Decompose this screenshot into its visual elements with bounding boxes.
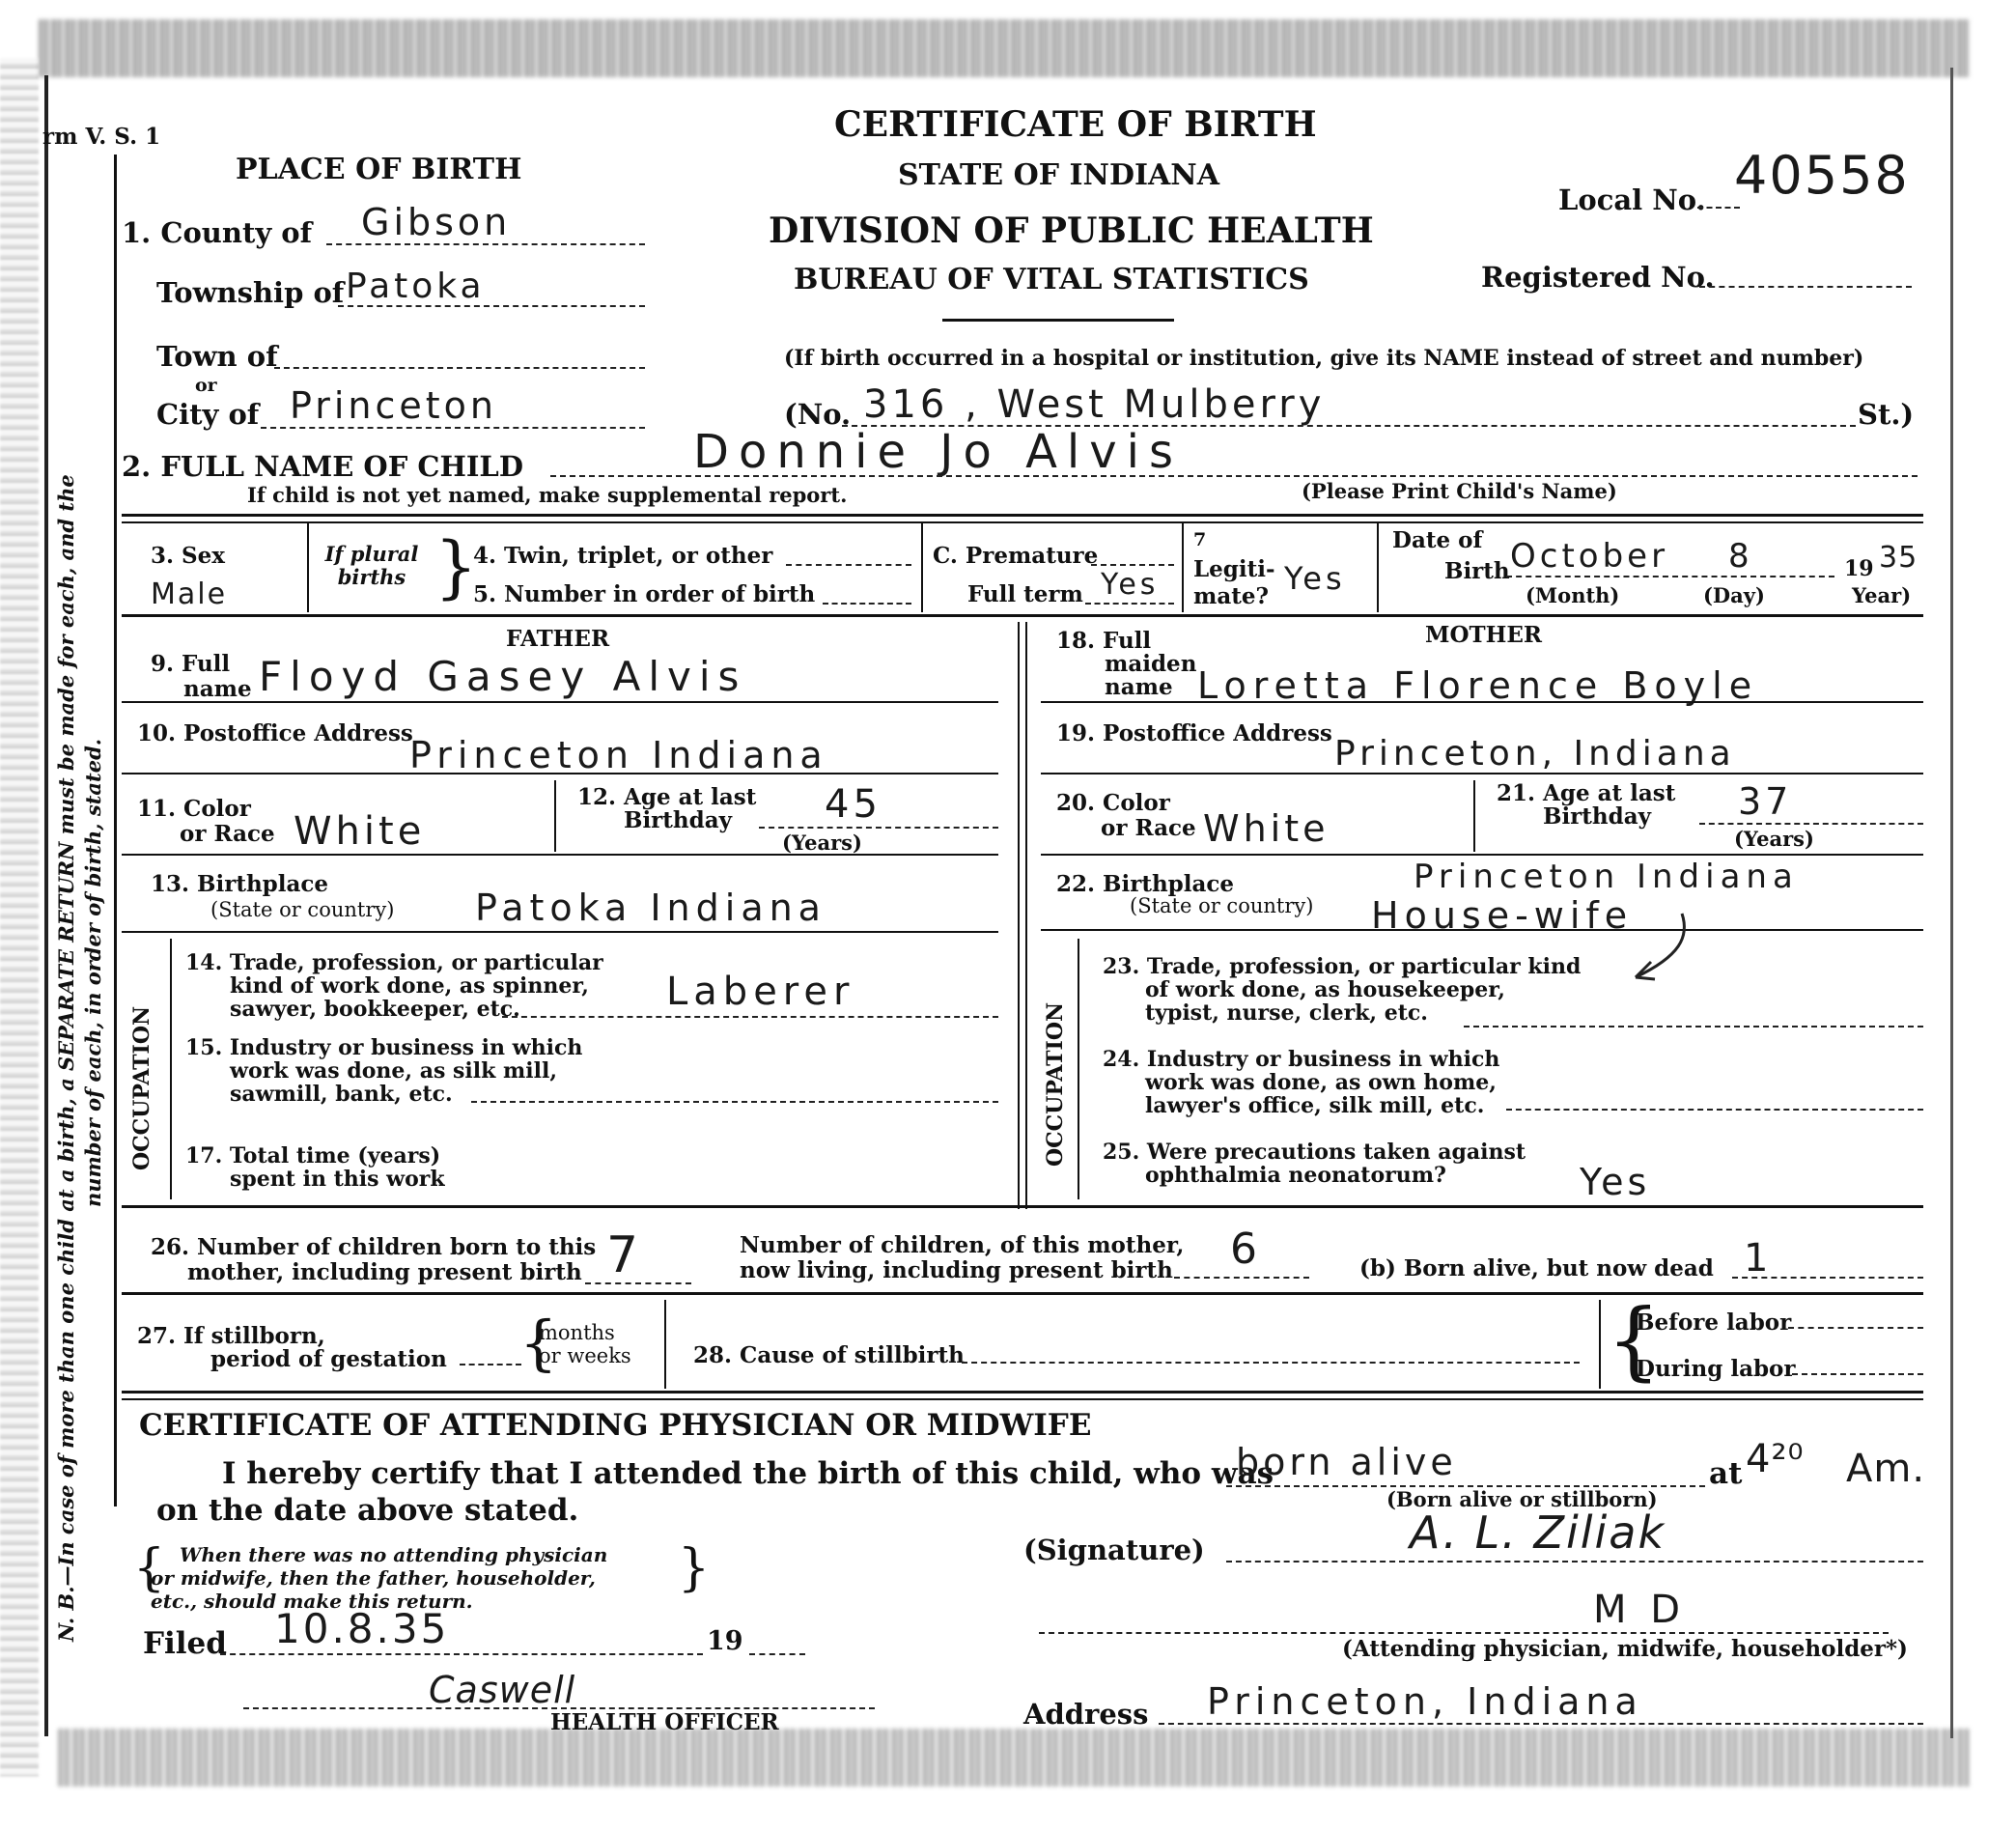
mother-color-label-1: 20. Color: [1056, 790, 1170, 816]
print-note: (Please Print Child's Name): [1302, 479, 1617, 503]
township-label: Township of: [156, 276, 345, 309]
before-labor-line: [1788, 1327, 1923, 1329]
legit-number: 7: [1193, 529, 1207, 550]
father-birthplace-rule: [122, 931, 998, 933]
address-value: Princeton, Indiana: [1207, 1680, 1643, 1723]
children-living-label-2: now living, including present birth: [740, 1257, 1173, 1283]
arrow-annotation-icon: [1622, 908, 1699, 985]
city-value: Princeton: [290, 384, 498, 427]
mother-full-label-1: 18. Full: [1056, 628, 1152, 654]
physician-note-1: When there was no attending physician: [180, 1543, 608, 1566]
father-age-line: [759, 827, 998, 829]
during-labor-line: [1792, 1373, 1923, 1375]
father-age-label-2: Birthday: [624, 807, 732, 833]
certificate-at-label: at: [1709, 1456, 1743, 1491]
father-age-label-1: 12. Age at last: [577, 784, 757, 810]
stillborn-gestation-line: [460, 1364, 521, 1365]
place-of-birth-heading: PLACE OF BIRTH: [236, 153, 522, 186]
supplemental-note: If child is not yet named, make supplemental report.: [247, 483, 848, 507]
mother-birthplace-value: Princeton Indiana: [1414, 858, 1799, 896]
fullterm-label: Full term: [967, 581, 1083, 607]
mother-address-label: 19. Postoffice Address: [1056, 720, 1332, 746]
local-no-line: [1697, 207, 1740, 209]
plural-label: If plural births: [324, 542, 419, 589]
mother-years-caption: (Years): [1734, 827, 1814, 851]
father-occupation-divider: [170, 939, 172, 1199]
township-value: Patoka: [346, 267, 486, 306]
rule-after-name-2: [122, 521, 1923, 523]
premature-line: [1091, 564, 1174, 566]
mother-occupation-divider: [1078, 939, 1079, 1199]
mother-trade-label-3: typist, nurse, clerk, etc.: [1145, 1000, 1428, 1026]
address-label: Address: [1023, 1698, 1149, 1731]
sex-divider: [307, 523, 309, 612]
date-year: 35: [1879, 541, 1918, 575]
father-address-label: 10. Postoffice Address: [137, 720, 413, 746]
city-label: City of: [156, 398, 260, 431]
stillborn-divider: [664, 1300, 666, 1389]
address-line: [1159, 1723, 1923, 1725]
state-heading: STATE OF INDIANA: [898, 158, 1219, 192]
scan-shadow-bottom: [58, 1729, 1970, 1787]
health-officer-label: HEALTH OFFICER: [550, 1709, 779, 1735]
signature-line: [1226, 1561, 1923, 1563]
stillborn-label-1: 27. If stillborn,: [137, 1323, 325, 1349]
mother-name-rule: [1041, 701, 1923, 703]
father-industry-label-2: work was done, as silk mill,: [230, 1058, 558, 1084]
mother-age-value: 37: [1738, 780, 1793, 823]
rule-after-stillbirth-2: [122, 1398, 1923, 1400]
father-time-label-2: spent in this work: [230, 1167, 445, 1192]
children-living-line: [1174, 1277, 1309, 1279]
mother-birthplace-sub: (State or country): [1130, 894, 1314, 917]
father-color-label-2: or Race: [180, 821, 275, 847]
hospital-note: (If birth occurred in a hospital or institution, give its NAME instead of street and number): [784, 346, 1864, 371]
plural-brace: }: [434, 527, 478, 606]
stillbirth-cause-label: 28. Cause of stillbirth: [693, 1342, 965, 1368]
certificate-born-value: born alive: [1236, 1441, 1457, 1483]
stillbirth-cause-line: [962, 1362, 1580, 1364]
note-brace-left: {: [133, 1539, 166, 1597]
father-heading: FATHER: [506, 626, 610, 652]
mother-age-line: [1699, 823, 1923, 825]
mother-precaution-label-1: 25. Were precautions taken against: [1103, 1140, 1526, 1165]
mother-full-label-3: name: [1105, 674, 1173, 700]
county-value: Gibson: [361, 201, 512, 243]
sex-label: 3. Sex: [151, 543, 225, 569]
father-color-value: White: [294, 809, 426, 854]
header-rule: [942, 319, 1174, 322]
during-labor-label: During labor: [1636, 1356, 1796, 1382]
twin-line: [786, 564, 911, 566]
certificate-born-caption: (Born alive or stillborn): [1386, 1487, 1658, 1511]
children-dead-value: 1: [1744, 1236, 1773, 1281]
year-caption: Year): [1852, 583, 1912, 607]
children-dead-line: [1732, 1277, 1923, 1279]
mother-name-value: Loretta Florence Boyle: [1197, 664, 1759, 707]
father-color-rule: [122, 854, 998, 856]
before-labor-label: Before labor: [1636, 1309, 1792, 1336]
form-id: rm V. S. 1: [42, 124, 161, 150]
county-line: [326, 243, 645, 245]
stillborn-brace: {: [519, 1308, 558, 1378]
mother-birthplace-rule: [1041, 929, 1923, 931]
fullterm-value: Yes: [1101, 568, 1160, 602]
street-prefix: (No.: [784, 398, 852, 431]
filed-line: [220, 1653, 703, 1655]
children-dead-label: (b) Born alive, but now dead: [1359, 1255, 1714, 1281]
stillborn-label-2: period of gestation: [210, 1346, 447, 1372]
date-line: [1506, 576, 1834, 577]
or-label: or: [195, 375, 217, 396]
filed-value: 10.8.35: [274, 1605, 450, 1652]
town-label: Town of: [156, 340, 278, 373]
father-trade-label-2: kind of work done, as spinner,: [230, 973, 589, 999]
father-industry-label-3: sawmill, bank, etc.: [230, 1082, 453, 1107]
father-color-label-1: 11. Color: [137, 796, 251, 822]
signature-title-line: [1039, 1632, 1889, 1634]
mother-industry-label-1: 24. Industry or business in which: [1103, 1047, 1500, 1072]
stillborn-weeks: or weeks: [539, 1344, 631, 1367]
certificate-heading: CERTIFICATE OF ATTENDING PHYSICIAN OR MIDWIFE: [139, 1408, 1092, 1443]
father-name-value: Floyd Gasey Alvis: [259, 653, 747, 700]
mother-industry-line: [1506, 1109, 1923, 1111]
certificate-ampm-value: Am.: [1846, 1447, 1926, 1491]
date-day: 8: [1728, 537, 1753, 576]
mother-color-value: White: [1203, 807, 1330, 850]
father-address-rule: [122, 773, 998, 774]
form-border-left: [44, 75, 48, 1736]
labor-divider: [1599, 1300, 1601, 1389]
signature-value: A. L. Ziliak: [1410, 1506, 1666, 1559]
mother-full-label-2: maiden: [1105, 651, 1197, 677]
children-born-label-2: mother, including present birth: [187, 1259, 582, 1285]
children-living-label-1: Number of children, of this mother,: [740, 1232, 1185, 1258]
bureau-heading: BUREAU OF VITAL STATISTICS: [794, 263, 1309, 296]
attending-caption: (Attending physician, midwife, householder*): [1342, 1636, 1908, 1662]
registered-no-line: [1699, 286, 1912, 288]
date-label-2: Birth: [1444, 558, 1510, 584]
county-label: 1. County of: [122, 216, 313, 249]
premature-label: C. Premature: [933, 543, 1099, 569]
mother-address-value: Princeton, Indiana: [1334, 734, 1736, 774]
father-birthplace-label: 13. Birthplace: [151, 871, 329, 897]
father-occupation-vertical: OCCUPATION: [129, 1005, 154, 1170]
signature-label: (Signature): [1023, 1534, 1205, 1566]
father-name-rule: [122, 701, 998, 703]
margin-note-line-1: N. B.—In case of more than one child at a birth, a SEPARATE RETURN must be made for each, and the: [54, 474, 78, 1642]
parents-divider-a: [1018, 622, 1020, 1209]
certificate-statement: I hereby certify that I attended the birth of this child, who was: [222, 1456, 1274, 1491]
township-line: [338, 305, 645, 307]
mother-industry-label-3: lawyer's office, silk mill, etc.: [1145, 1093, 1485, 1118]
father-trade-line: [502, 1016, 998, 1018]
note-brace-right: }: [678, 1539, 711, 1597]
father-color-divider: [554, 780, 556, 852]
father-industry-label-1: 15. Industry or business in which: [185, 1035, 583, 1060]
mother-address-rule: [1041, 773, 1923, 774]
plural-divider: [921, 523, 923, 612]
local-no-label: Local No.: [1558, 183, 1706, 216]
fullterm-line: [1085, 603, 1174, 605]
mother-precaution-label-2: ophthalmia neonatorum?: [1145, 1163, 1446, 1188]
children-born-label-1: 26. Number of children born to this: [151, 1234, 597, 1260]
signature-title-value: M D: [1593, 1588, 1687, 1632]
date-year-prefix: 19: [1844, 556, 1874, 581]
father-years-caption: (Years): [782, 831, 862, 855]
month-caption: (Month): [1526, 583, 1620, 607]
mother-heading: MOTHER: [1425, 622, 1542, 648]
children-born-value: 7: [606, 1226, 643, 1284]
margin-rule: [114, 155, 117, 1506]
rule-after-parents: [122, 1205, 1923, 1208]
mother-birthplace-label: 22. Birthplace: [1056, 871, 1235, 897]
physician-note-3: etc., should make this return.: [151, 1590, 473, 1613]
order-line: [823, 603, 911, 605]
mother-occupation-value: House-wife: [1371, 894, 1634, 937]
margin-note-line-2: number of each, in order of birth, stated.: [81, 738, 105, 1207]
mother-color-divider: [1473, 780, 1475, 852]
local-no-value: 40558: [1734, 145, 1910, 206]
parents-divider-b: [1025, 622, 1027, 1209]
street-value: 316 , West Mulberry: [863, 382, 1326, 427]
legit-value: Yes: [1284, 560, 1346, 597]
mother-precaution-value: Yes: [1580, 1161, 1651, 1203]
street-suffix: St.): [1858, 398, 1915, 431]
child-name-label: 2. FULL NAME OF CHILD: [122, 450, 523, 483]
mother-trade-label-1: 23. Trade, profession, or particular kind: [1103, 954, 1582, 979]
rule-after-name: [122, 514, 1923, 517]
filed-label: Filed: [143, 1626, 227, 1661]
children-living-value: 6: [1230, 1225, 1261, 1274]
mother-color-label-2: or Race: [1101, 815, 1196, 841]
legit-label-2: mate?: [1193, 583, 1269, 609]
mother-trade-line: [1464, 1026, 1923, 1028]
city-line: [261, 427, 645, 429]
rule-after-birth-row: [122, 614, 1923, 617]
father-time-label-1: 17. Total time (years): [185, 1143, 441, 1168]
sex-value: Male: [151, 577, 228, 611]
scan-shadow-left: [0, 58, 39, 1777]
mother-age-label-2: Birthday: [1543, 803, 1651, 830]
children-born-line: [585, 1282, 691, 1284]
father-address-value: Princeton Indiana: [409, 734, 828, 776]
scan-shadow-top: [39, 19, 1970, 77]
father-full-label-1: 9. Full: [151, 651, 231, 677]
father-birthplace-sub: (State or country): [210, 898, 395, 921]
day-caption: (Day): [1703, 583, 1765, 607]
labor-brace: {: [1607, 1290, 1661, 1390]
filed-year: 19: [707, 1626, 743, 1656]
premature-divider: [1182, 523, 1184, 612]
filed-year-line: [749, 1653, 805, 1655]
father-industry-line: [471, 1101, 998, 1103]
mother-occupation-vertical: OCCUPATION: [1043, 1001, 1068, 1167]
mother-trade-label-2: of work done, as housekeeper,: [1145, 977, 1505, 1002]
legit-divider: [1377, 523, 1379, 612]
stillborn-months: months: [539, 1321, 615, 1344]
twin-label: 4. Twin, triplet, or other: [473, 543, 773, 569]
mother-color-rule: [1041, 854, 1923, 856]
father-age-value: 45: [825, 782, 882, 827]
physician-note-2: or midwife, then the father, householder,: [151, 1566, 596, 1590]
mother-industry-label-2: work was done, as own home,: [1145, 1070, 1497, 1095]
date-month: October: [1510, 537, 1669, 576]
certificate-title: CERTIFICATE OF BIRTH: [834, 104, 1317, 145]
form-border-right: [1950, 68, 1953, 1738]
order-label: 5. Number in order of birth: [473, 581, 816, 607]
father-full-label-2: name: [183, 676, 252, 702]
rule-after-stillbirth: [122, 1391, 1923, 1394]
division-heading: DIVISION OF PUBLIC HEALTH: [769, 211, 1374, 251]
child-name-value: Donnie Jo Alvis: [693, 425, 1183, 479]
father-birthplace-value: Patoka Indiana: [475, 887, 826, 929]
mother-age-label-1: 21. Age at last: [1497, 780, 1676, 806]
certificate-date-line: on the date above stated.: [156, 1493, 579, 1528]
father-trade-value: Laberer: [666, 970, 855, 1014]
town-line: [274, 367, 645, 369]
date-label-1: Date of: [1392, 527, 1483, 553]
legit-label-1: Legiti-: [1193, 556, 1275, 582]
health-officer-signature: Caswell: [429, 1669, 576, 1711]
father-trade-label-3: sawyer, bookkeeper, etc.: [230, 997, 520, 1022]
father-trade-label-1: 14. Trade, profession, or particular: [185, 950, 603, 975]
registered-no-label: Registered No.: [1481, 261, 1715, 294]
certificate-time-value: 4²⁰: [1746, 1437, 1805, 1481]
child-name-line: [550, 475, 1918, 477]
